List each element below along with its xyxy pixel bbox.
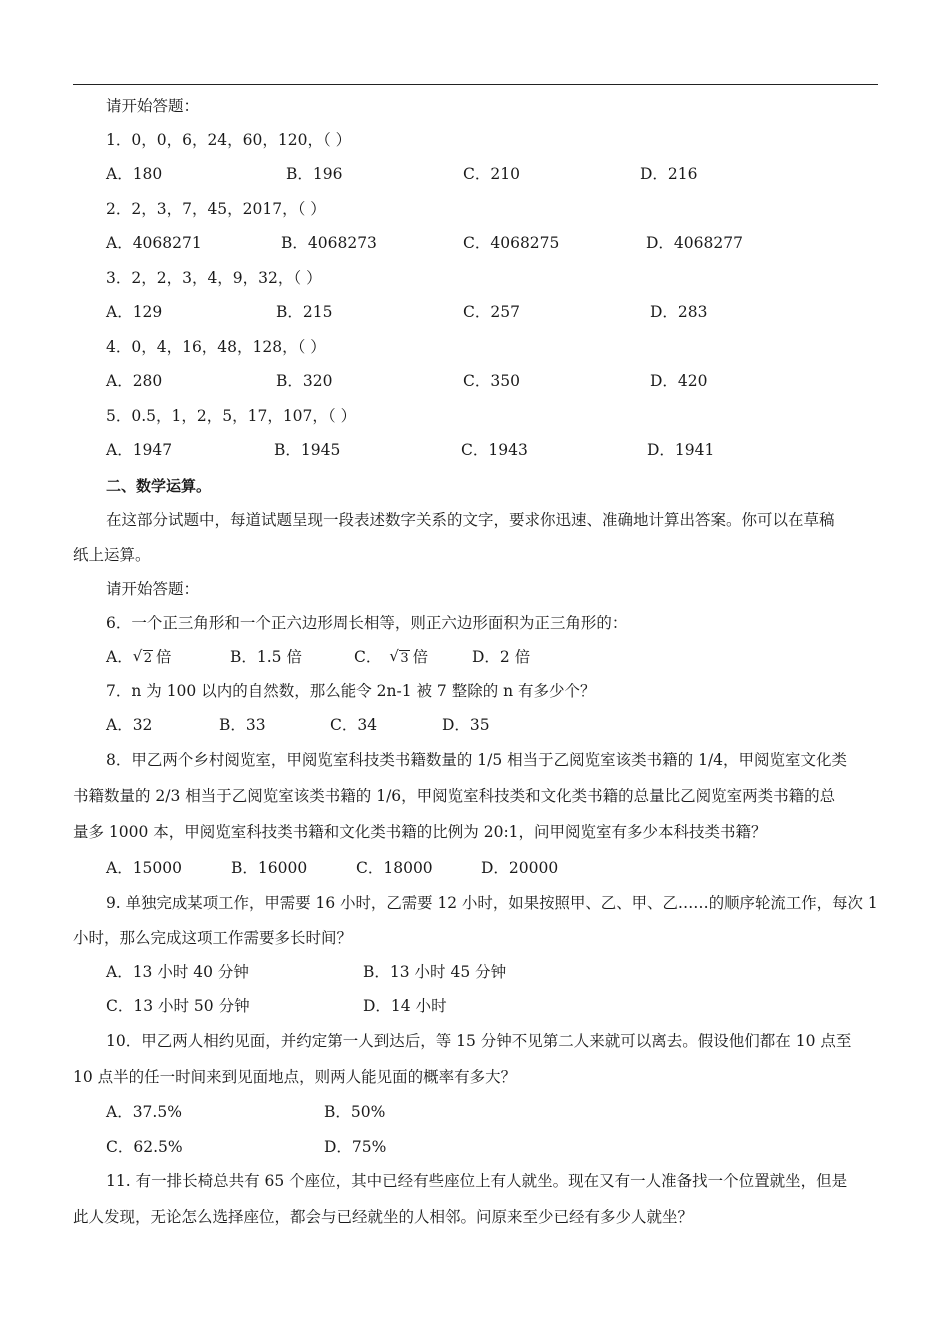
question-6-option-b: B．1.5 倍 [230, 648, 302, 666]
section-description-line-2: 纸上运算。 [73, 546, 151, 564]
question-2-option-c: C．4068275 [463, 234, 560, 252]
section-description-line-1: 在这部分试题中，每道试题呈现一段表述数字关系的文字，要求你迅速、准确地计算出答案。你可以在草稿 [106, 511, 835, 529]
option-a-suffix: 倍 [155, 648, 172, 666]
question-1-option-b: B．196 [286, 165, 343, 183]
section-heading: 二、数学运算。 [106, 477, 212, 495]
question-8-option-b: B．16000 [231, 859, 308, 877]
question-7-option-a: A．32 [106, 716, 153, 734]
question-5-option-b: B．1945 [274, 441, 341, 459]
question-1-stem: 1．0，0，6，24，60，120，（ ） [106, 131, 352, 149]
section-intro: 请开始答题： [106, 580, 200, 598]
question-10-option-b: B．50% [324, 1103, 386, 1121]
question-7-option-d: D．35 [442, 716, 490, 734]
radicand: 2 [143, 651, 152, 666]
question-8-option-c: C．18000 [356, 859, 433, 877]
question-10-line-1: 10．甲乙两人相约见面，并约定第一人到达后，等 15 分钟不见第二人来就可以离去。假设他们都在 10 点至 [106, 1032, 852, 1050]
question-5-option-c: C．1943 [461, 441, 528, 459]
question-3-option-d: D．283 [650, 303, 708, 321]
question-4-option-a: A．280 [106, 372, 163, 390]
question-1-option-c: C．210 [463, 165, 520, 183]
sqrt-symbol: √ 3 [389, 647, 409, 666]
question-2-stem: 2．2，3，7，45，2017，（ ） [106, 200, 326, 218]
question-11-line-2: 此人发现，无论怎么选择座位，都会与已经就坐的人相邻。问原来至少已经有多少人就坐？ [73, 1208, 694, 1226]
question-2-option-a: A．4068271 [106, 234, 202, 252]
question-9-line-2: 小时，那么完成这项工作需要多长时间？ [73, 929, 353, 947]
question-8-option-d: D．20000 [481, 859, 559, 877]
question-1-option-a: A．180 [106, 165, 163, 183]
question-6-option-a [106, 647, 172, 669]
question-10-option-a: A．37.5% [106, 1103, 182, 1121]
question-4-option-d: D．420 [650, 372, 708, 390]
option-a-prefix: A． [106, 648, 133, 666]
question-7-stem: 7．n 为 100 以内的自然数，那么能令 2n-1 被 7 整除的 n 有多少个？ [106, 682, 596, 700]
question-8-line-1: 8．甲乙两个乡村阅览室，甲阅览室科技类书籍数量的 1/5 相当于乙阅览室该类书籍的 1/4，甲阅览室文化类 [106, 751, 848, 769]
question-7-option-c: C．34 [330, 716, 378, 734]
question-8-line-3: 量多 1000 本，甲阅览室科技类书籍和文化类书籍的比例为 20:1，问甲阅览室有多少本科技类书籍？ [73, 823, 767, 841]
question-6-option-d: D．2 倍 [472, 648, 531, 666]
question-6-option-c [354, 647, 428, 669]
radicand: 3 [400, 651, 409, 666]
question-5-stem: 5．0.5，1，2，5，17，107，（ ） [106, 407, 357, 425]
question-11-line-1: 11. 有一排长椅总共有 65 个座位，其中已经有些座位上有人就坐。现在又有一人准备找一个位置就坐，但是 [106, 1172, 848, 1190]
question-8-line-2: 书籍数量的 2/3 相当于乙阅览室该类书籍的 1/6，甲阅览室科技类和文化类书籍的总量比乙阅览室两类书籍的总 [73, 787, 836, 805]
question-8-option-a: A．15000 [106, 859, 183, 877]
question-9-option-c: C．13 小时 50 分钟 [106, 997, 250, 1015]
question-2-option-b: B．4068273 [281, 234, 377, 252]
question-10-option-d: D．75% [324, 1138, 387, 1156]
header-rule [73, 84, 878, 85]
option-c-suffix: 倍 [412, 648, 429, 666]
question-6-stem: 6．一个正三角形和一个正六边形周长相等，则正六边形面积为正三角形的： [106, 614, 628, 632]
question-3-stem: 3．2，2，3，4，9，32，（ ） [106, 269, 322, 287]
question-4-option-b: B．320 [276, 372, 333, 390]
question-4-stem: 4．0，4，16，48，128，（ ） [106, 338, 326, 356]
question-9-line-1: 9. 单独完成某项工作，甲需要 16 小时，乙需要 12 小时，如果按照甲、乙、甲、乙……的顺序轮流工作，每次 1 [106, 894, 878, 912]
question-3-option-c: C．257 [463, 303, 520, 321]
question-9-option-a: A．13 小时 40 分钟 [106, 963, 249, 981]
question-5-option-a: A．1947 [106, 441, 173, 459]
question-2-option-d: D．4068277 [646, 234, 743, 252]
question-3-option-b: B．215 [276, 303, 333, 321]
question-7-option-b: B．33 [219, 716, 266, 734]
question-10-line-2: 10 点半的任一时间来到见面地点，则两人能见面的概率有多大？ [73, 1068, 517, 1086]
sqrt-symbol: √ 2 [132, 647, 152, 666]
intro-text: 请开始答题： [106, 97, 200, 115]
question-9-option-d: D．14 小时 [363, 997, 447, 1015]
question-1-option-d: D．216 [640, 165, 698, 183]
question-9-option-b: B．13 小时 45 分钟 [363, 963, 507, 981]
question-10-option-c: C．62.5% [106, 1138, 183, 1156]
option-c-prefix: C． [354, 648, 382, 666]
question-5-option-d: D．1941 [647, 441, 715, 459]
question-3-option-a: A．129 [106, 303, 163, 321]
question-4-option-c: C．350 [463, 372, 520, 390]
